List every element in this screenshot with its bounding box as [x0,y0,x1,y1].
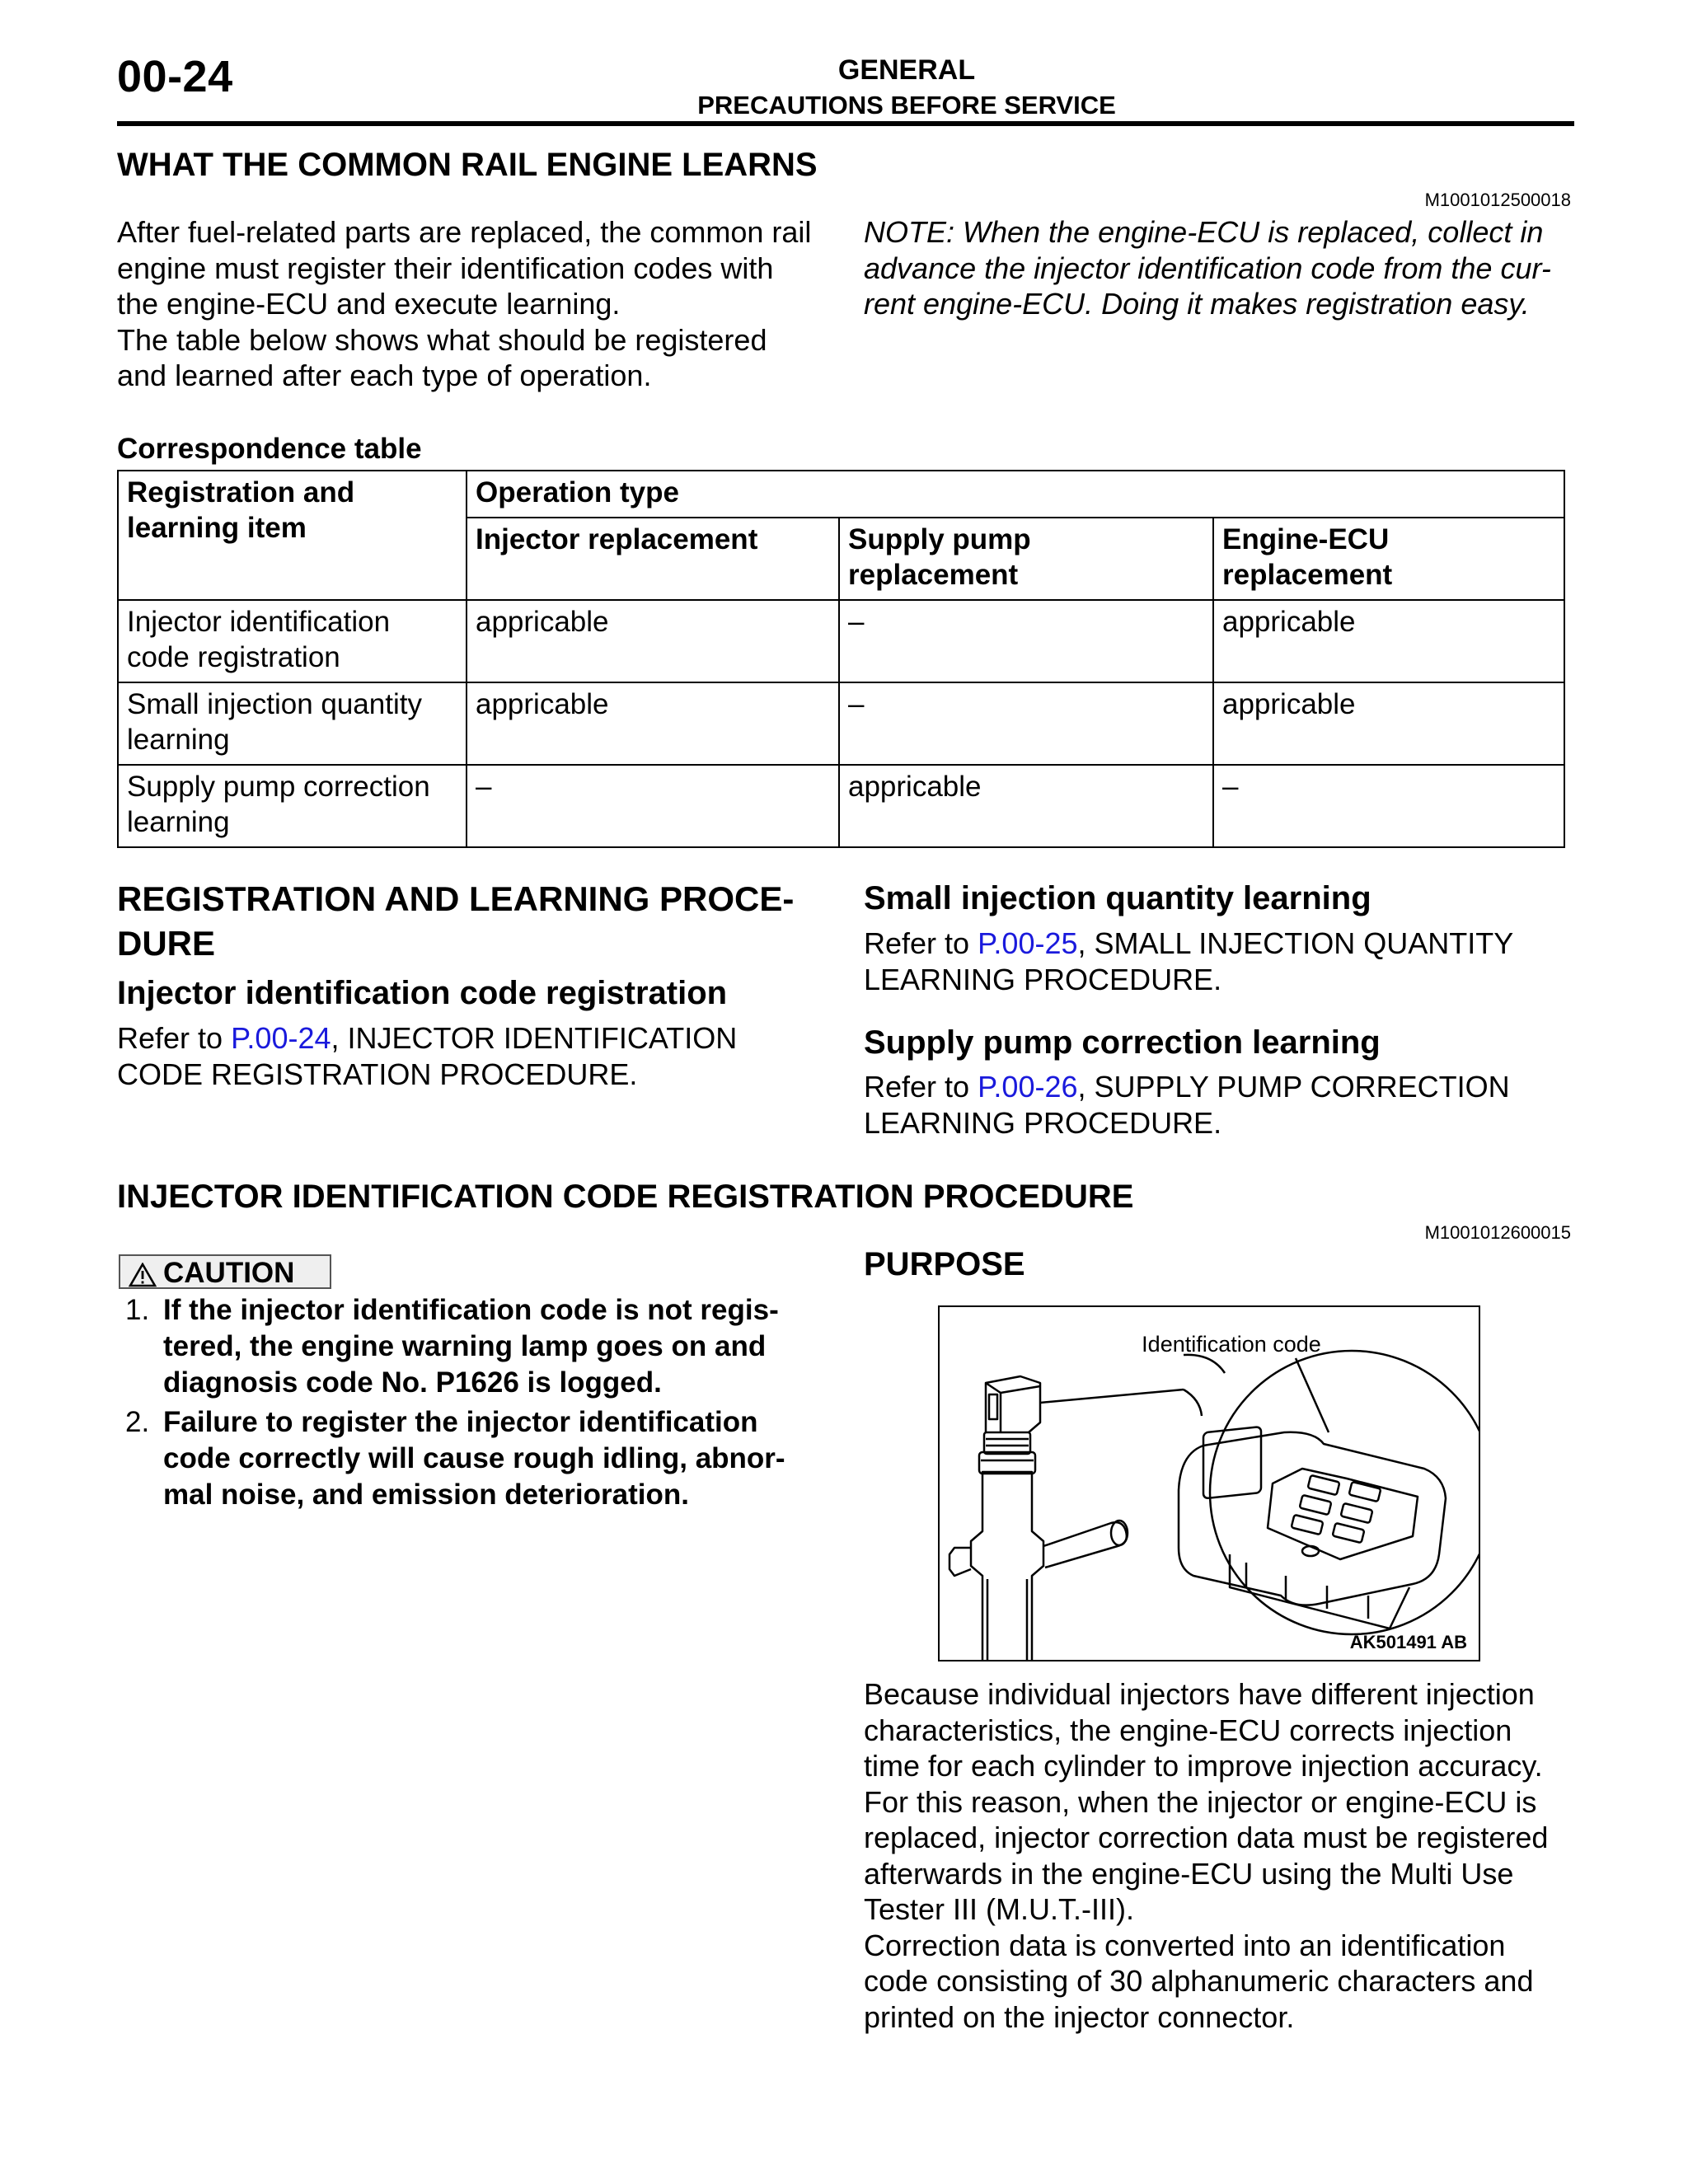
row-item: Supply pump correction learning [118,765,467,847]
section1-intro [117,214,842,394]
refer-text: , SMALL INJECTION QUANTITY [1077,926,1514,960]
intro-line: The table below shows what should be registered [117,322,767,357]
purpose-line: replaced, injector correction data must be registered [864,1821,1549,1854]
purpose-line: afterwards in the engine-ECU using the Multi Use [864,1856,1514,1891]
purpose-heading: PURPOSE [864,1246,1025,1282]
table-cell: appricable [1213,600,1564,682]
group-header: Operation type [467,471,1564,518]
table-cell: appricable [467,600,839,682]
table-cell: – [839,682,1213,765]
section1-note [864,214,1589,322]
section1-heading: WHAT THE COMMON RAIL ENGINE LEARNS [117,147,818,183]
caution-list [125,1292,834,1516]
section3-heading: INJECTOR IDENTIFICATION CODE REGISTRATION PROCEDURE [117,1179,1134,1215]
section3-code: M1001012600015 [1424,1222,1571,1243]
note-line: advance the injector identification code from the cur- [864,251,1551,285]
item-line: code correctly will cause rough idling, abnor- [163,1442,785,1474]
intro-line: and learned after each type of operation. [117,359,652,392]
col0-header: Registration and learning item [118,471,467,600]
purpose-line: printed on the injector connector. [864,1999,1295,2034]
section1-code: M1001012500018 [1424,190,1571,210]
item-line: diagnosis code No. P1626 is logged. [163,1366,662,1399]
table-cell: – [839,600,1213,682]
figure-id: AK501491 AB [1349,1632,1467,1652]
subsection-title: PRECAUTIONS BEFORE SERVICE [697,91,1116,120]
refer-text: , INJECTOR IDENTIFICATION [331,1021,738,1055]
table-cell: – [1213,765,1564,847]
injector-figure [938,1305,1480,1661]
refer-supply-pump [864,1069,1589,1141]
note-line: NOTE: When the engine-ECU is replaced, collect in [864,215,1544,249]
table-caption: Correspondence table [117,433,422,465]
sub-heading-injector-code: Injector identification code registration [117,975,728,1011]
figure-callout-label: Identification code [1142,1332,1321,1357]
caution-label [119,1254,331,1289]
refer-prefix: Refer to [864,926,978,960]
purpose-line: Because individual injectors have different injection [864,1677,1535,1711]
purpose-line: For this reason, when the injector or engine-ECU is [864,1784,1537,1819]
item-line: If the injector identification code is not regis- [163,1294,779,1326]
section2-heading [117,877,859,966]
table-cell: appricable [1213,682,1564,765]
refer-text: CODE REGISTRATION PROCEDURE. [117,1057,638,1091]
table-row [118,765,1564,847]
note-line: rent engine-ECU. Doing it makes registration easy. [864,287,1530,321]
purpose-line: time for each cylinder to improve injection accuracy. [864,1749,1543,1783]
item-line: tered, the engine warning lamp goes on and [163,1330,767,1362]
link-p00-24[interactable]: P.00-24 [231,1021,331,1055]
link-p00-25[interactable]: P.00-25 [978,926,1078,960]
section-title: GENERAL [837,54,976,86]
sub-heading-small-injection: Small injection quantity learning [864,880,1372,916]
column-header: Supply pump replacement [839,518,1213,600]
sub-heading-supply-pump: Supply pump correction learning [864,1024,1381,1061]
purpose-body [864,1676,1589,2035]
injector-illustration [940,1307,1479,1660]
list-item [125,1292,834,1401]
purpose-line: characteristics, the engine-ECU corrects injection [864,1713,1512,1747]
row-item: Small injection quantity learning [118,682,467,765]
item-number: 2. [125,1406,150,1438]
heading-line: DURE [117,924,216,963]
column-header: Engine-ECU replacement [1213,518,1564,600]
column-header: Injector replacement [467,518,839,600]
list-item [125,1404,834,1513]
item-line: mal noise, and emission deterioration. [163,1479,689,1511]
correspondence-table [117,470,1565,848]
warning-icon [129,1261,157,1296]
caution-text: CAUTION [163,1257,295,1289]
table-cell: appricable [467,682,839,765]
refer-small-injection [864,926,1589,997]
row-item: Injector identification code registration [118,600,467,682]
heading-line: REGISTRATION AND LEARNING PROCE- [117,879,795,918]
purpose-line: code consisting of 30 alphanumeric characters and [864,1964,1534,1998]
link-p00-26[interactable]: P.00-26 [978,1070,1078,1104]
purpose-line: Tester III (M.U.T.-III). [864,1892,1135,1926]
refer-text: LEARNING PROCEDURE. [864,962,1222,996]
refer-prefix: Refer to [117,1021,232,1055]
item-line: Failure to register the injector identification [163,1406,758,1438]
intro-line: the engine-ECU and execute learning. [117,287,621,321]
page-number: 00-24 [117,52,233,101]
table-row [118,600,1564,682]
table-cell: – [467,765,839,847]
table-cell: appricable [839,765,1213,847]
intro-line: engine must register their identification codes with [117,251,774,285]
intro-line: After fuel-related parts are replaced, the common rail [117,215,812,249]
header-rule [117,121,1574,126]
refer-injector-code [117,1020,859,1092]
refer-prefix: Refer to [864,1070,978,1104]
refer-text: LEARNING PROCEDURE. [864,1105,1222,1140]
table-row [118,682,1564,765]
refer-text: , SUPPLY PUMP CORRECTION [1077,1070,1510,1104]
purpose-line: Correction data is converted into an identification [864,1928,1506,1962]
item-number: 1. [125,1294,150,1326]
